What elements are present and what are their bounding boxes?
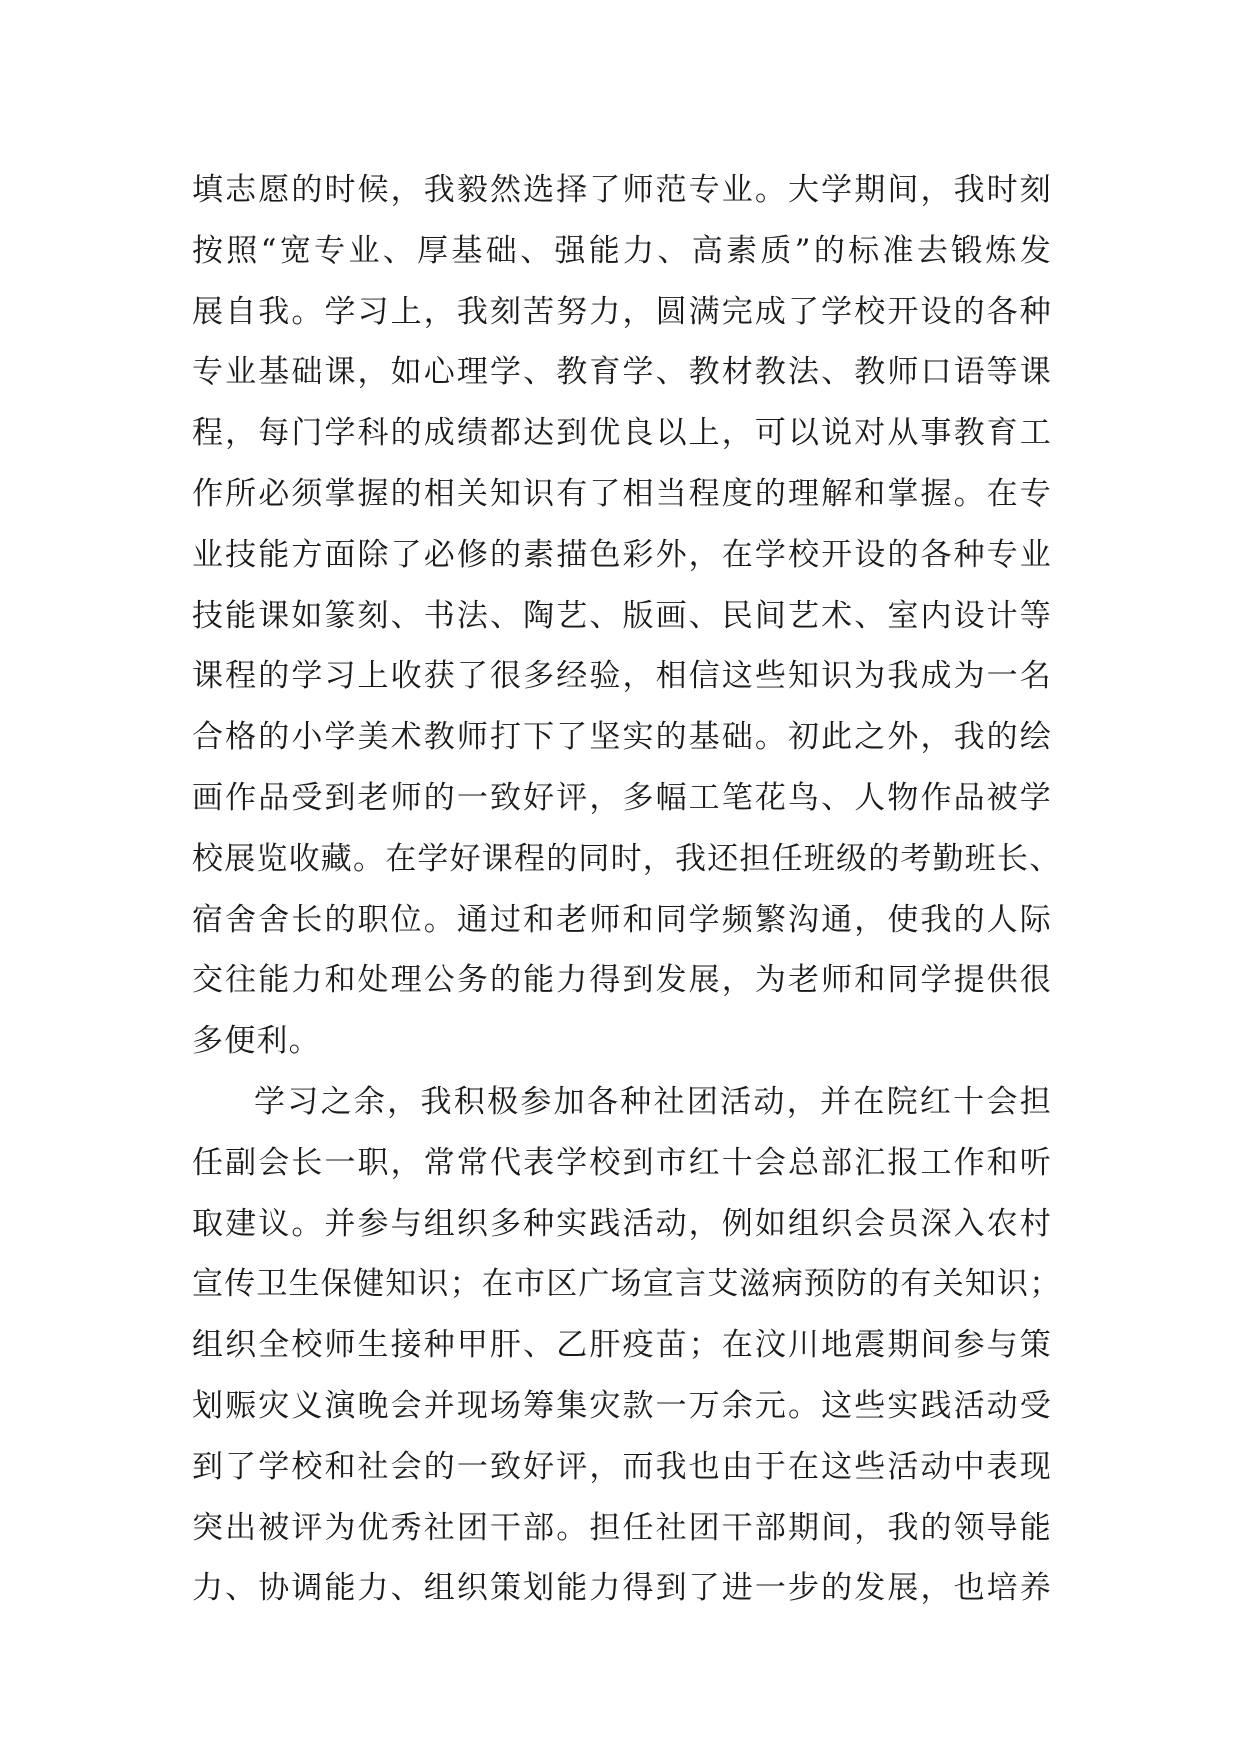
text-line: 程，每门学科的成绩都达到优良以上，可以说对从事教育工 bbox=[192, 415, 1052, 452]
text-line: 学习之余，我积极参加各种社团活动，并在院红十会担 bbox=[254, 1083, 1052, 1120]
text-line: 画作品受到老师的一致好评，多幅工笔花鸟、人物作品被学 bbox=[192, 779, 1052, 816]
text-line: 按照“宽专业、厚基础、强能力、高素质”的标准去锻炼发 bbox=[192, 232, 1052, 269]
text-line: 专业基础课，如心理学、教育学、教材教法、教师口语等课 bbox=[192, 354, 1052, 391]
paragraph-1 bbox=[192, 160, 1062, 1072]
text-line: 划赈灾义演晚会并现场筹集灾款一万余元。这些实践活动受 bbox=[192, 1387, 1052, 1424]
text-line: 交往能力和处理公务的能力得到发展，为老师和同学提供很 bbox=[192, 962, 1052, 999]
text-line: 多便利。 bbox=[192, 1023, 321, 1060]
text-line: 力、协调能力、组织策划能力得到了进一步的发展，也培养 bbox=[192, 1570, 1052, 1607]
text-line: 宿舍舍长的职位。通过和老师和同学频繁沟通，使我的人际 bbox=[192, 901, 1052, 938]
text-line: 业技能方面除了必修的素描色彩外，在学校开设的各种专业 bbox=[192, 536, 1052, 573]
text-line: 技能课如篆刻、书法、陶艺、版画、民间艺术、室内设计等 bbox=[192, 597, 1052, 634]
text-line: 任副会长一职，常常代表学校到市红十会总部汇报工作和听 bbox=[192, 1144, 1052, 1181]
paragraph-2 bbox=[192, 1072, 1062, 1619]
text-line: 突出被评为优秀社团干部。担任社团干部期间，我的领导能 bbox=[192, 1509, 1052, 1546]
text-line: 课程的学习上收获了很多经验，相信这些知识为我成为一名 bbox=[192, 658, 1052, 695]
text-line: 取建议。并参与组织多种实践活动，例如组织会员深入农村 bbox=[192, 1205, 1052, 1242]
text-line: 校展览收藏。在学好课程的同时，我还担任班级的考勤班长、 bbox=[192, 840, 1062, 877]
text-line: 合格的小学美术教师打下了坚实的基础。初此之外，我的绘 bbox=[192, 719, 1052, 756]
text-line: 填志愿的时候，我毅然选择了师范专业。大学期间，我时刻 bbox=[192, 172, 1052, 208]
text-line: 作所必须掌握的相关知识有了相当程度的理解和掌握。在专 bbox=[192, 475, 1052, 512]
text-line: 到了学校和社会的一致好评，而我也由于在这些活动中表现 bbox=[192, 1448, 1052, 1485]
document-body bbox=[192, 160, 1062, 1619]
text-line: 宣传卫生保健知识；在市区广场宣言艾滋病预防的有关知识； bbox=[192, 1266, 1062, 1303]
text-line: 组织全校师生接种甲肝、乙肝疫苗；在汶川地震期间参与策 bbox=[192, 1327, 1052, 1364]
text-line: 展自我。学习上，我刻苦努力，圆满完成了学校开设的各种 bbox=[192, 293, 1052, 330]
